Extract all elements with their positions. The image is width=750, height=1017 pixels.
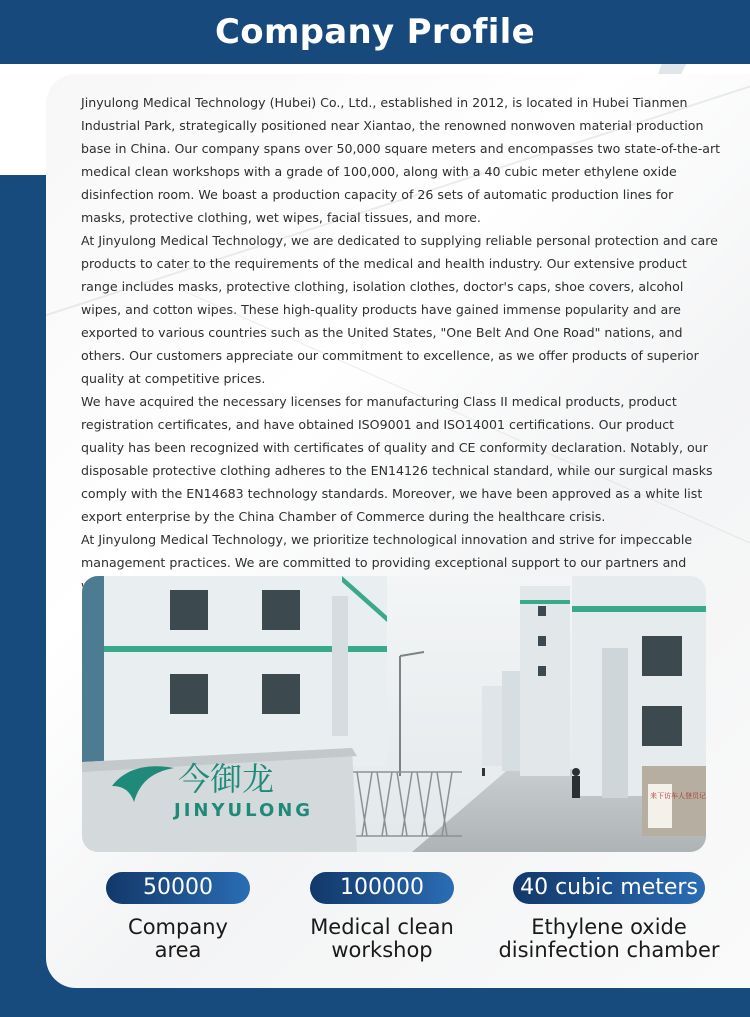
page-title: Company Profile <box>215 12 535 52</box>
profile-paragraph: At Jinyulong Medical Technology, we prioritize technological innovation and strive for impeccable management practices. We are committed to providing exceptional support to our partners and <box>81 532 693 570</box>
stats-row <box>46 872 750 982</box>
header-bar <box>0 0 750 64</box>
stat-label: Company area <box>128 915 228 962</box>
stat-label: Ethylene oxide disinfection chamber <box>498 915 720 962</box>
profile-paragraph: At Jinyulong Medical Technology, we are dedicated to supplying reliable personal protection and care products to cater to the requirements of the medical and health industry. Our extensive product range includes masks, protective clothing, isolation clothes, doctor's caps, shoe covers, alcohol wipes, and cotton wipes. These high-quality products have gained immense popularity and are exported to various countries such as the United States, "One Belt And One Road" nations, and others. Our customers appreciate our commitment to excellence, as we offer products of superior quality at competitive prices. <box>81 233 718 386</box>
sign-chinese: 今御龙 <box>178 760 275 798</box>
booth-sign: 来下访车人登员记 <box>650 792 706 800</box>
profile-paragraph: We have acquired the necessary licenses for manufacturing Class II medical products, product registration certificates, and have obtained ISO9001 and ISO14001 certifications. Our product quality has been recognized with certificates of quality and CE conformity declaration. Notably, our disposable protective clothing adheres to the EN14126 technical standard, while our surgical masks comply with the EN14683 technology standards. Moreover, we have been approved as a white list export enterprise by the China Chamber of Commerce during the healthcare crisis. <box>81 394 713 524</box>
stat-clean-workshop <box>310 872 454 962</box>
profile-text <box>81 91 721 597</box>
sign-english: JINYULONG <box>174 800 314 821</box>
stat-value: 40 cubic meters <box>513 872 705 904</box>
profile-paragraph: Jinyulong Medical Technology (Hubei) Co., Ltd., established in 2012, is located in Hubei Tianmen Industrial Park, strategically positioned near Xiantao, the renowned nonwoven material production base in China. Our company spans over 50,000 square meters and encompasses two state-of-the-art medical clean workshops with a grade of 100,000, along with a 40 cubic meter ethylene oxide disinfection room. We boast a production capacity of 26 sets of automatic production lines for masks, protective clothing, wet wipes, facial tissues, and more. <box>81 95 721 225</box>
stat-value: 50000 <box>106 872 250 904</box>
stat-value: 100000 <box>310 872 454 904</box>
stat-label: Medical clean workshop <box>310 915 454 962</box>
stat-disinfection-chamber <box>498 872 720 962</box>
factory-photo <box>82 576 706 852</box>
stat-company-area <box>106 872 250 962</box>
